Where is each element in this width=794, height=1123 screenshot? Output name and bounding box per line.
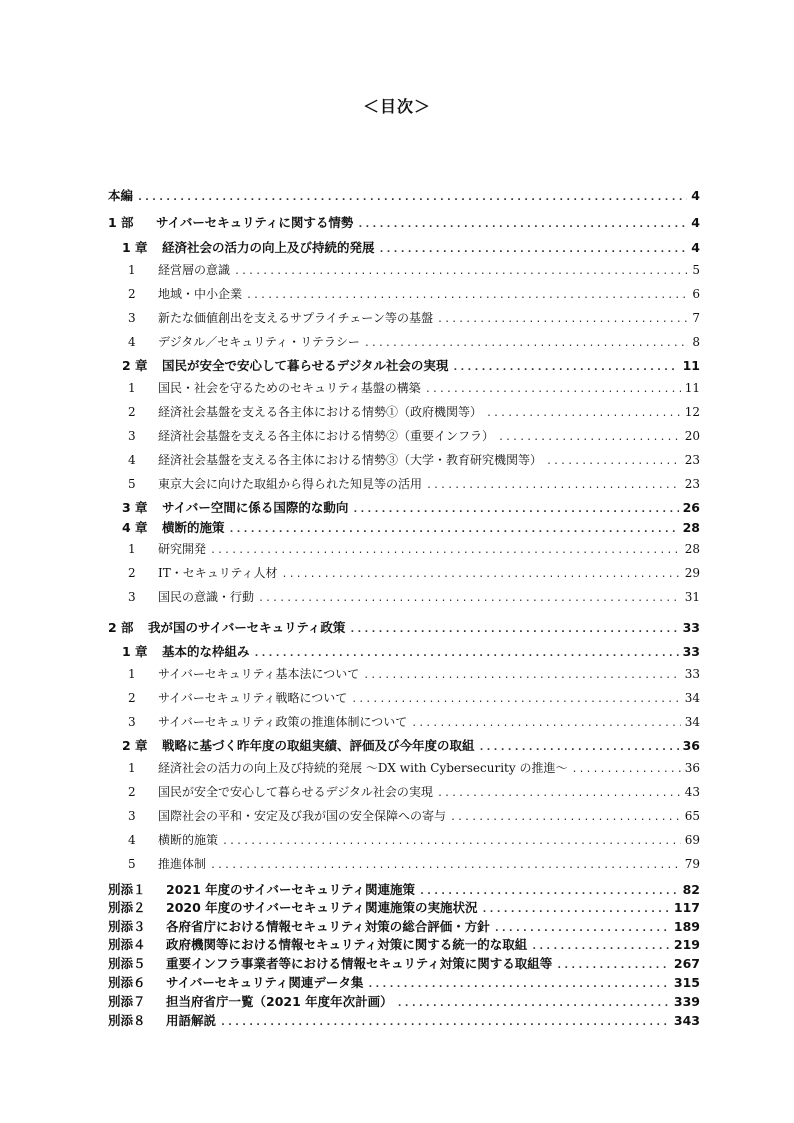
toc-title: 国民が安全で安心して暮らせるデジタル社会の実現 <box>162 358 449 373</box>
toc-num: 別添７ <box>108 994 146 1009</box>
toc-entry-section[interactable] <box>128 831 700 849</box>
toc-entry-honpen[interactable] <box>108 186 700 204</box>
toc-entry-section[interactable] <box>128 427 700 445</box>
toc-num: 2 <box>128 566 136 580</box>
toc-leader <box>137 192 687 203</box>
toc-title: 国民の意識・行動 <box>158 590 255 604</box>
toc-page: 4 <box>691 188 700 203</box>
toc-entry-section[interactable] <box>128 564 700 582</box>
toc-num: 4 章 <box>122 520 148 535</box>
toc-num: 4 <box>128 833 136 847</box>
toc-page: 33 <box>682 620 700 635</box>
toc-page: 36 <box>682 738 700 753</box>
toc-title: 戦略に基づく昨年度の取組実績、評価及び今年度の取組 <box>162 738 475 753</box>
toc-title: 経済社会の活力の向上及び持続的発展 <box>162 240 375 255</box>
toc-leader <box>210 545 681 556</box>
toc-title: 経済社会基盤を支える各主体における情勢①（政府機関等） <box>158 405 483 419</box>
toc-entry-section[interactable] <box>128 379 700 397</box>
toc-label <box>108 880 415 898</box>
toc-num: 3 章 <box>122 500 148 515</box>
toc-leader <box>229 524 679 535</box>
toc-label <box>122 518 225 536</box>
toc-page: 20 <box>684 429 700 443</box>
toc-page: 23 <box>684 477 700 491</box>
toc-title: 経営層の意識 <box>158 263 231 277</box>
toc-entry-section[interactable] <box>128 665 700 683</box>
toc-leader <box>220 1017 670 1028</box>
toc-page: 12 <box>684 405 700 419</box>
toc-leader <box>546 456 681 467</box>
toc-page: 5 <box>692 263 700 277</box>
toc-label <box>128 285 242 302</box>
toc-page: 219 <box>673 937 700 952</box>
toc-num: 別添４ <box>108 937 146 952</box>
toc-entry-chapter[interactable] <box>122 238 700 256</box>
toc-leader <box>397 998 670 1009</box>
toc-page: 4 <box>691 240 700 255</box>
toc-label <box>108 917 490 935</box>
toc-num: 4 <box>128 335 136 349</box>
toc-num: 1 <box>128 263 136 277</box>
toc-entry-chapter[interactable] <box>122 518 700 536</box>
toc-leader <box>258 593 681 604</box>
toc-page: 343 <box>673 1013 700 1028</box>
toc-entry-section[interactable] <box>128 333 700 351</box>
toc-entry-part[interactable] <box>108 213 700 231</box>
toc-label <box>128 451 542 468</box>
toc-page: 36 <box>684 761 700 775</box>
toc-leader <box>351 694 680 705</box>
toc-label <box>128 564 278 581</box>
toc-leader <box>379 244 688 255</box>
toc-label <box>128 309 433 326</box>
toc-entry-annex[interactable] <box>108 1011 700 1029</box>
toc-label <box>128 689 347 706</box>
toc-entry-section[interactable] <box>128 713 700 731</box>
toc-entry-section[interactable] <box>128 309 700 327</box>
toc-title: IT・セキュリティ人材 <box>158 566 278 580</box>
toc-entry-section[interactable] <box>128 285 700 303</box>
toc-label <box>108 618 345 636</box>
toc-leader <box>437 788 681 799</box>
toc-title: サイバーセキュリティに関する情勢 <box>156 215 354 230</box>
toc-page: 65 <box>684 809 700 823</box>
toc-leader <box>246 290 688 301</box>
toc-title: サイバーセキュリティ基本法について <box>158 667 360 681</box>
toc-leader <box>531 941 670 952</box>
toc-leader <box>498 432 681 443</box>
toc-entry-annex[interactable] <box>108 898 700 916</box>
toc-num: 5 <box>128 477 136 491</box>
toc-entry-annex[interactable] <box>108 954 700 972</box>
toc-page: 6 <box>692 287 700 301</box>
toc-label <box>128 379 421 396</box>
toc-page: 11 <box>682 358 700 373</box>
toc-page: 267 <box>673 956 700 971</box>
toc-num: 3 <box>128 429 136 443</box>
toc-title: 東京大会に向けた取組から得られた知見等の活用 <box>158 477 423 491</box>
toc-page: 26 <box>682 500 700 515</box>
toc-title: サイバーセキュリティ戦略について <box>158 691 348 705</box>
toc-title: 横断的施策 <box>158 833 219 847</box>
toc-label <box>128 333 360 350</box>
toc-label <box>128 588 254 605</box>
toc-entry-section[interactable] <box>128 689 700 707</box>
toc-leader <box>419 886 679 897</box>
toc-page: 31 <box>684 590 700 604</box>
toc-entry-annex[interactable] <box>108 880 700 898</box>
toc-title: デジタル／セキュリティ・リテラシー <box>158 335 360 349</box>
toc-page: 11 <box>684 381 700 395</box>
toc-page: 28 <box>684 542 700 556</box>
toc-entry-chapter[interactable] <box>122 736 700 754</box>
toc-page: 7 <box>692 311 700 325</box>
toc-label <box>128 540 206 557</box>
toc-leader <box>357 219 687 230</box>
toc-title: 横断的施策 <box>162 520 225 535</box>
toc-num: 2 章 <box>122 738 148 753</box>
toc-title: 2021 年度のサイバーセキュリティ関連施策 <box>166 882 416 897</box>
toc-num: 1 <box>128 542 136 556</box>
toc-num: 2 <box>128 691 136 705</box>
toc-label <box>122 238 375 256</box>
toc-entry-section[interactable] <box>128 807 700 825</box>
toc-label <box>122 498 348 516</box>
toc-entry-part[interactable] <box>108 618 700 636</box>
toc-title: 新たな価値創出を支えるサプライチェーン等の基盤 <box>158 311 434 325</box>
toc-page: 29 <box>684 566 700 580</box>
toc-title: 我が国のサイバーセキュリティ政策 <box>148 620 346 635</box>
toc-label <box>128 807 446 824</box>
toc-label <box>108 213 353 231</box>
toc-title: サイバー空間に係る国際的な動向 <box>162 500 349 515</box>
toc-page: 23 <box>684 453 700 467</box>
toc-num: 2 <box>128 405 136 419</box>
toc-title: 推進体制 <box>158 857 207 871</box>
toc-leader <box>367 979 670 990</box>
toc-leader <box>254 648 679 659</box>
toc-num: 別添２ <box>108 900 146 915</box>
toc-num: 3 <box>128 809 136 823</box>
toc-leader <box>210 860 681 871</box>
toc-entry-annex[interactable] <box>108 973 700 991</box>
toc-title: 基本的な枠組み <box>162 644 250 659</box>
toc-title: 経済社会基盤を支える各主体における情勢②（重要インフラ） <box>158 429 495 443</box>
toc-label <box>128 783 433 800</box>
toc-entry-section[interactable] <box>128 475 700 493</box>
toc-leader <box>425 384 681 395</box>
toc-label <box>128 403 482 420</box>
toc-page: 189 <box>673 919 700 934</box>
toc-entry-section[interactable] <box>128 403 700 421</box>
toc-leader <box>479 742 679 753</box>
toc-label <box>128 665 359 682</box>
toc-label <box>108 992 393 1010</box>
toc-page: 82 <box>682 882 700 897</box>
toc-entry-section[interactable] <box>128 759 700 777</box>
toc-leader <box>352 504 678 515</box>
toc-entry-section[interactable] <box>128 588 700 606</box>
toc-page: 117 <box>673 900 700 915</box>
toc-title: 経済社会基盤を支える各主体における情勢③（大学・教育研究機関等） <box>158 453 543 467</box>
toc-label <box>128 831 218 848</box>
toc-num: 2 部 <box>108 620 134 635</box>
toc-title: 国民・社会を守るためのセキュリティ基盤の構築 <box>158 381 421 395</box>
toc-title: 2020 年度のサイバーセキュリティ関連施策の実施状況 <box>166 900 478 915</box>
toc-leader <box>282 569 681 580</box>
toc-label <box>128 261 230 278</box>
toc-page: 4 <box>691 215 700 230</box>
toc-leader <box>571 764 680 775</box>
toc-title: 国民が安全で安心して暮らせるデジタル社会の実現 <box>158 785 433 799</box>
toc-title: 用語解説 <box>166 1013 217 1028</box>
toc-page: 315 <box>673 975 700 990</box>
toc-leader <box>482 904 670 915</box>
toc-num: 別添６ <box>108 975 146 990</box>
toc-leader <box>452 362 678 373</box>
toc-num: 3 <box>128 715 136 729</box>
toc-label <box>128 759 567 776</box>
toc-title: 各府省庁における情報セキュリティ対策の総合評価・方針 <box>166 919 490 934</box>
toc-label <box>108 898 478 916</box>
toc-num: 1 <box>128 667 136 681</box>
toc-entry-section[interactable] <box>128 540 700 558</box>
toc-num: 別添１ <box>108 882 146 897</box>
toc-leader <box>426 480 681 491</box>
toc-entry-chapter[interactable] <box>122 642 700 660</box>
toc-leader <box>556 960 670 971</box>
toc-title: 国際社会の平和・安定及び我が国の安全保障への寄与 <box>158 809 447 823</box>
toc-leader <box>411 718 680 729</box>
toc-num: 1 <box>128 761 136 775</box>
toc-num: 3 <box>128 590 136 604</box>
toc-num: 2 <box>128 287 136 301</box>
toc-label <box>122 356 448 374</box>
toc-leader <box>486 408 681 419</box>
toc-entry-annex[interactable] <box>108 917 700 935</box>
toc-num: 5 <box>128 857 136 871</box>
toc-num: 別添３ <box>108 919 146 934</box>
toc-entry-section[interactable] <box>128 855 700 873</box>
page-title: ＜目次＞ <box>362 97 431 116</box>
toc-label <box>122 736 475 754</box>
toc-num: 2 章 <box>122 358 148 373</box>
toc-num: 別添８ <box>108 1013 146 1028</box>
toc-label <box>128 427 494 444</box>
toc-page: 34 <box>684 691 700 705</box>
toc-page: 79 <box>684 857 700 871</box>
toc-entry-section[interactable] <box>128 783 700 801</box>
toc-page: 33 <box>682 644 700 659</box>
toc-leader <box>364 338 689 349</box>
toc-entry-section[interactable] <box>128 261 700 279</box>
toc-page: 69 <box>684 833 700 847</box>
toc-num: 4 <box>128 453 136 467</box>
toc-title: 政府機関等における情報セキュリティ対策に関する統一的な取組 <box>166 937 528 952</box>
toc-leader <box>234 266 688 277</box>
toc-page: 43 <box>684 785 700 799</box>
toc-num: 別添５ <box>108 956 146 971</box>
toc-leader <box>349 624 678 635</box>
toc-label <box>128 855 206 872</box>
toc-label <box>128 713 407 730</box>
toc-label <box>108 1011 216 1029</box>
toc-num: 3 <box>128 311 136 325</box>
toc-num: 2 <box>128 785 136 799</box>
toc-num: 1 部 <box>108 215 134 230</box>
toc-entry-annex[interactable] <box>108 935 700 953</box>
toc-page: 28 <box>682 520 700 535</box>
toc-leader <box>222 836 681 847</box>
toc-page: 339 <box>673 994 700 1009</box>
toc-entry-chapter[interactable] <box>122 498 700 516</box>
toc-label <box>108 973 363 991</box>
toc-title: 地域・中小企業 <box>158 287 243 301</box>
toc-title: サイバーセキュリティ関連データ集 <box>166 975 364 990</box>
toc-title: 担当府省庁一覧（2021 年度年次計画） <box>166 994 393 1009</box>
toc-leader <box>363 670 680 681</box>
toc-label <box>128 475 422 492</box>
toc-label <box>122 642 250 660</box>
toc-title: 重要インフラ事業者等における情報セキュリティ対策に関する取組等 <box>166 956 553 971</box>
toc-entry-chapter[interactable] <box>122 356 700 374</box>
toc-leader <box>450 812 681 823</box>
toc-leader <box>494 923 670 934</box>
toc-entry-section[interactable] <box>128 451 700 469</box>
toc-page: 34 <box>684 715 700 729</box>
toc-title: サイバーセキュリティ政策の推進体制について <box>158 715 408 729</box>
toc-leader <box>437 314 688 325</box>
toc-num: 1 <box>128 381 136 395</box>
toc-num: 1 章 <box>122 644 148 659</box>
toc-page: 33 <box>684 667 700 681</box>
toc-label: 本編 <box>108 188 134 203</box>
toc-num: 1 章 <box>122 240 148 255</box>
toc-label <box>108 935 527 953</box>
toc-label <box>108 954 552 972</box>
toc-entry-annex[interactable] <box>108 992 700 1010</box>
toc-title: 研究開発 <box>158 542 207 556</box>
toc-page: 8 <box>692 335 700 349</box>
toc-title: 経済社会の活力の向上及び持続的発展 ～DX with Cybersecurity の推進～ <box>158 761 568 775</box>
